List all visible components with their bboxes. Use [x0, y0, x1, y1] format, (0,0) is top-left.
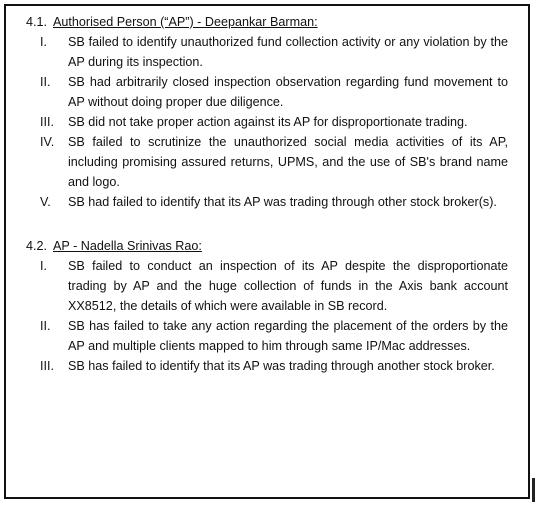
item-text: SB failed to conduct an inspection of its AP despite the disproportionate trading by AP and the huge collection of funds in the Axis bank account XX8512, the details of which were available in SB record. [68, 259, 508, 313]
list-item [40, 256, 516, 316]
item-text: SB failed to scrutinize the unauthorized social media activities of its AP, including promising assured returns, UPMS, and the use of SB's brand name and logo. [68, 135, 508, 189]
item-text: SB did not take proper action against its AP for disproportionate trading. [68, 115, 468, 129]
roman-numeral: III. [40, 115, 54, 129]
item-text: SB failed to identify unauthorized fund collection activity or any violation by the AP during its inspection. [68, 35, 508, 69]
findings-list-4-1 [8, 32, 516, 212]
roman-numeral: I. [40, 35, 47, 49]
list-item [40, 356, 516, 376]
list-item [40, 112, 516, 132]
roman-numeral: II. [40, 319, 51, 333]
list-item [40, 72, 516, 112]
section-number: 4.2. [26, 239, 48, 253]
section-heading-4-1 [8, 12, 516, 32]
list-item [40, 32, 516, 72]
roman-numeral: I. [40, 259, 47, 273]
roman-numeral: III. [40, 359, 54, 373]
section-spacer [8, 212, 516, 232]
list-item [40, 316, 516, 356]
scroll-edge-marker [532, 478, 535, 502]
item-text: SB had arbitrarily closed inspection observation regarding fund movement to AP without doing proper due diligence. [68, 75, 508, 109]
section-title: Authorised Person (“AP”) - Deepankar Barman: [53, 15, 318, 29]
item-text: SB has failed to identify that its AP was trading through another stock broker. [68, 359, 495, 373]
list-item [40, 132, 516, 192]
list-item [40, 192, 516, 212]
item-text: SB had failed to identify that its AP was trading through other stock broker(s). [68, 195, 497, 209]
section-title: AP - Nadella Srinivas Rao: [53, 239, 202, 253]
item-text: SB has failed to take any action regarding the placement of the orders by the AP and multiple clients mapped to him through same IP/Mac addresses. [68, 319, 508, 353]
document-content [8, 8, 516, 376]
roman-numeral: II. [40, 75, 51, 89]
roman-numeral: V. [40, 195, 51, 209]
section-heading-4-2 [8, 236, 516, 256]
roman-numeral: IV. [40, 135, 55, 149]
section-number: 4.1. [26, 15, 48, 29]
findings-list-4-2 [8, 256, 516, 376]
